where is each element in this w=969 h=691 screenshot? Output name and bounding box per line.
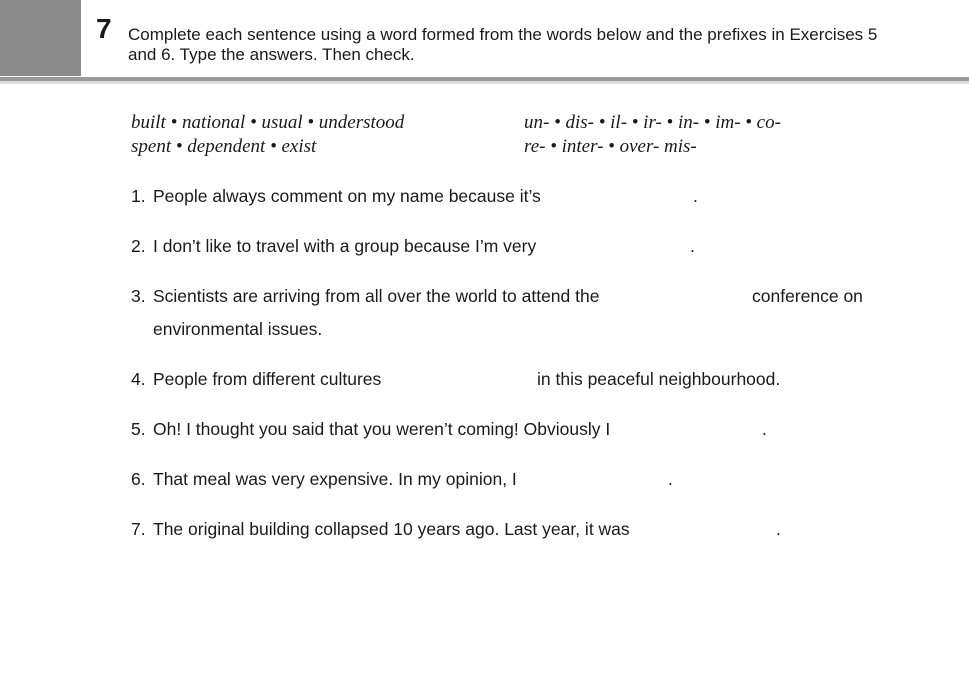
question-number: 1. xyxy=(131,186,146,206)
question-number: 4. xyxy=(131,369,146,389)
word-list xyxy=(131,111,404,159)
question-text-before: Oh! I thought you said that you weren’t coming! Obviously I xyxy=(153,419,611,439)
answer-blank-6[interactable] xyxy=(509,468,664,490)
question-text-after: . xyxy=(693,186,698,206)
answer-blank-3[interactable] xyxy=(591,285,751,307)
answer-blank-7[interactable] xyxy=(617,518,773,540)
header-divider-shadow xyxy=(0,81,969,84)
question-text-after: . xyxy=(690,236,695,256)
word-list-line-2: spent • dependent • exist xyxy=(131,136,317,157)
question-text-after: conference on xyxy=(752,286,863,306)
question-text-before: I don’t like to travel with a group because I’m very xyxy=(153,236,537,256)
answer-blank-1[interactable] xyxy=(529,185,689,207)
prefix-list-line-2: re- • inter- • over- mis- xyxy=(524,136,697,157)
question-text-after: . xyxy=(668,469,673,489)
question-3-continuation: environmental issues. xyxy=(153,319,323,339)
exercise-number: 7 xyxy=(96,13,112,44)
question-text-before: The original building collapsed 10 years ago. Last year, it was xyxy=(153,519,630,539)
prefix-list-line-1: un- • dis- • il- • ir- • in- • im- • co- xyxy=(524,112,781,133)
exercise-instruction xyxy=(128,25,948,65)
exercise-header xyxy=(0,0,969,84)
question-text-after: . xyxy=(776,519,781,539)
question-text-after: in this peaceful neighbourhood. xyxy=(537,369,781,389)
instruction-line-1: Complete each sentence using a word formed from the words below and the prefixes in Exercises 5 xyxy=(128,25,878,44)
question-text-before: People always comment on my name because it’s xyxy=(153,186,541,206)
instruction-line-2: and 6. Type the answers. Then check. xyxy=(128,45,415,64)
question-text-before: Scientists are arriving from all over the world to attend the xyxy=(153,286,600,306)
header-grey-block xyxy=(0,0,81,76)
answer-blank-4[interactable] xyxy=(377,368,532,390)
question-number: 5. xyxy=(131,419,146,439)
answer-blank-5[interactable] xyxy=(601,418,761,440)
question-text-after: . xyxy=(762,419,767,439)
question-text-before: That meal was very expensive. In my opinion, I xyxy=(153,469,517,489)
answer-blank-2[interactable] xyxy=(527,235,687,257)
question-text-before: People from different cultures xyxy=(153,369,382,389)
question-number: 3. xyxy=(131,286,146,306)
question-number: 7. xyxy=(131,519,146,539)
question-number: 2. xyxy=(131,236,146,256)
word-list-line-1: built • national • usual • understood xyxy=(131,112,405,133)
prefix-list xyxy=(524,111,781,159)
question-number: 6. xyxy=(131,469,146,489)
